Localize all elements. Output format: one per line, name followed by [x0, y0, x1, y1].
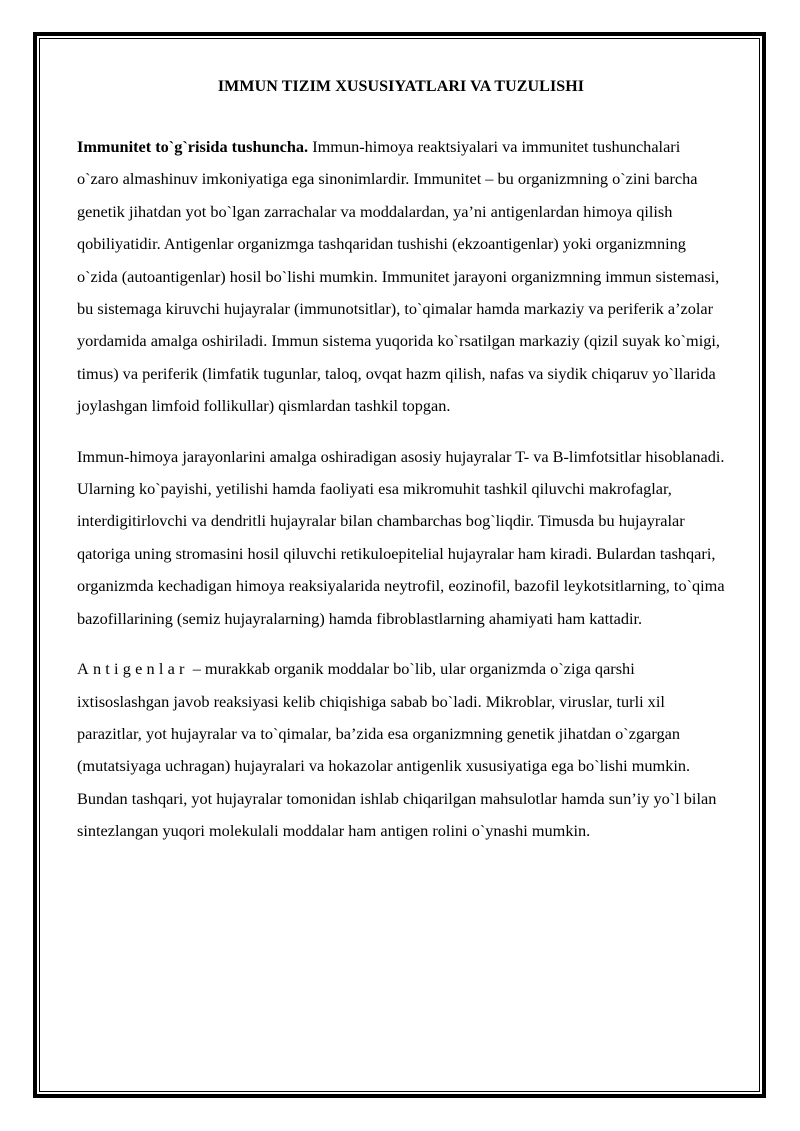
paragraph-text-antigens: – murakkab organik moddalar bo`lib, ular organizmda o`ziga qarshi ixtisoslashgan javob reaksiyasi kelib chiqishiga sabab bo`ladi. Mikroblar, viruslar, turli xil parazitlar, yot hujayralar va to`qimalar, ba’zida esa organizmning genetik jihatdan o`zgargan (mutatsiyaga uchragan) hujayralari va hokazolar antigenlik xususiyatiga ega bo`lishi mumkin. Bundan tashqari, yot hujayralar tomonidan ishlab chiqarilgan mahsulotlar hamda sun’iy yo`l bilan sintezlangan yuqori molekulali moddalar ham antigen rolini o`ynashi mumkin. — [77, 659, 717, 841]
paragraph-immunity-concept — [77, 131, 725, 423]
document-body — [77, 76, 725, 866]
document-title: IMMUN TIZIM XUSUSIYATLARI VA TUZULISHI — [217, 78, 585, 95]
paragraph-term-antigens: Antigenlar — [77, 659, 189, 679]
paragraph-text-immunity: Immun-himoya reaktsiyalari va immunitet tushunchalari o`zaro almashinuv imkoniyatiga ega sinonimlardir. Immunitet – bu organizmning o`zini barcha genetik jihatdan yot bo`lgan zarrachalar va moddalardan, ya’ni antigenlardan himoya qilish qobiliyatidir. Antigenlar organizmga tashqaridan tushishi (ekzoantigenlar) yoki organizmning o`zida (autoantigenlar) hosil bo`lishi mumkin. Immunitet jarayoni organizmning immun sistemasi, bu sistemaga kiruvchi hujayralar (immunotsitlar), to`qimalar hamda markaziy va periferik a’zolar yordamida amalga oshiriladi. Immun sistema yuqorida ko`rsatilgan markaziy (qizil suyak ko`migi, timus) va periferik (limfatik tugunlar, taloq, ovqat hazm qilish, nafas va siydik chiqaruv yo`llarida joylashgan limfoid follikullar) qismlardan tashkil topgan. — [77, 137, 720, 416]
paragraph-immune-cells — [77, 441, 725, 635]
paragraph-heading-immunity: Immunitet to`g`risida tushuncha. — [77, 137, 309, 156]
paragraph-text-immune-cells: Immun-himoya jarayonlarini amalga oshiradigan asosiy hujayralar T- va B-limfotsitlar hisoblanadi. Ularning ko`payishi, yetilishi hamda faoliyati esa mikromuhit tashkil qiluvchi makrofaglar, interdigitirlovchi va dendritli hujayralar bilan chambarchas bog`liqdir. Timusda bu hujayralar qatoriga uning stromasini hosil qiluvchi retikuloepitelial hujayralar ham kiradi. Bulardan tashqari, organizmda kechadigan himoya reaksiyalarida neytrofil, eozinofil, bazofil leykotsitlarning, to`qima bazofillarining (semiz hujayralarning) hamda fibroblastlarning ahamiyati ham kattadir. — [77, 446, 725, 628]
paragraph-antigens — [77, 653, 725, 847]
